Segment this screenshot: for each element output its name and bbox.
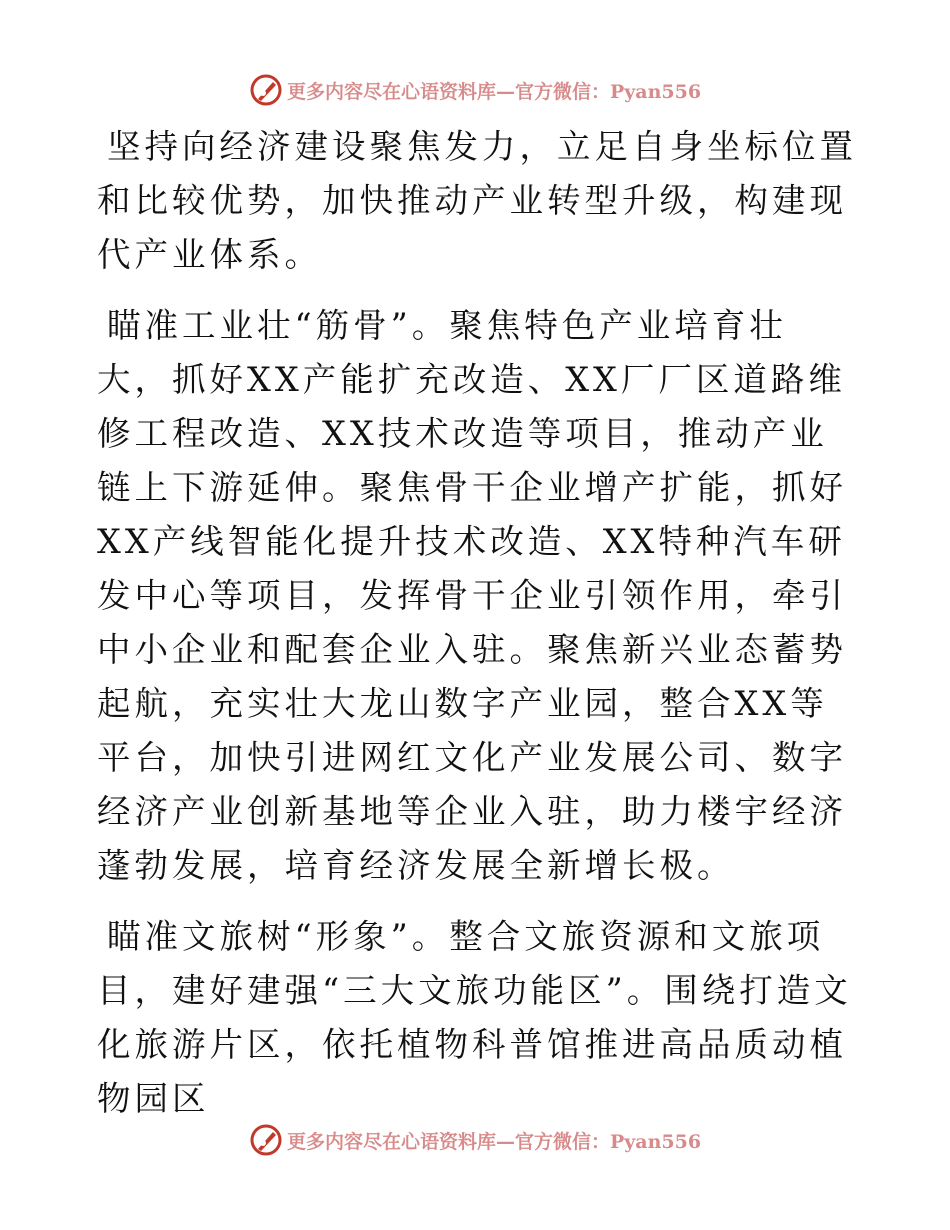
paragraph-industry: 瞄准工业壮“筋骨”。聚焦特色产业培育壮大，抓好XX产能扩充改造、XX厂厂区道路维修工程改造、XX技术改造等项目，推动产业链上下游延伸。聚焦骨干企业增产扩能，抓好XX产线智能化提升技术改造、XX特种汽车研发中心等项目，发挥骨干企业引领作用，牵引中小企业和配套企业入驻。聚焦新兴业态蓄势起航，充实壮大龙山数字产业园，整合XX等平台，加快引进网红文化产业发展公司、数字经济产业创新基地等企业入驻，助力楼宇经济蓬勃发展，培育经济发展全新增长极。 — [97, 306, 847, 885]
header-watermark-text: 更多内容尽在心语资料库—官方微信：Pyan556 — [286, 80, 702, 103]
paragraph-tourism: 瞄准文旅树“形象”。整合文旅资源和文旅项目，建好建强“三大文旅功能区”。围绕打造文化旅游片区，依托植物科普馆推进高品质动植物园区 — [97, 917, 852, 1118]
document-body — [97, 120, 857, 1143]
footer-watermark-text: 更多内容尽在心语资料库—官方微信：Pyan556 — [286, 1130, 702, 1153]
header-watermark — [0, 70, 950, 110]
quill-seal-icon — [249, 1123, 283, 1157]
paragraph-intro: 坚持向经济建设聚焦发力，立足自身坐标位置和比较优势，加快推动产业转型升级，构建现代产业体系。 — [97, 127, 857, 274]
quill-seal-icon — [249, 73, 283, 107]
footer-watermark — [0, 1120, 950, 1160]
